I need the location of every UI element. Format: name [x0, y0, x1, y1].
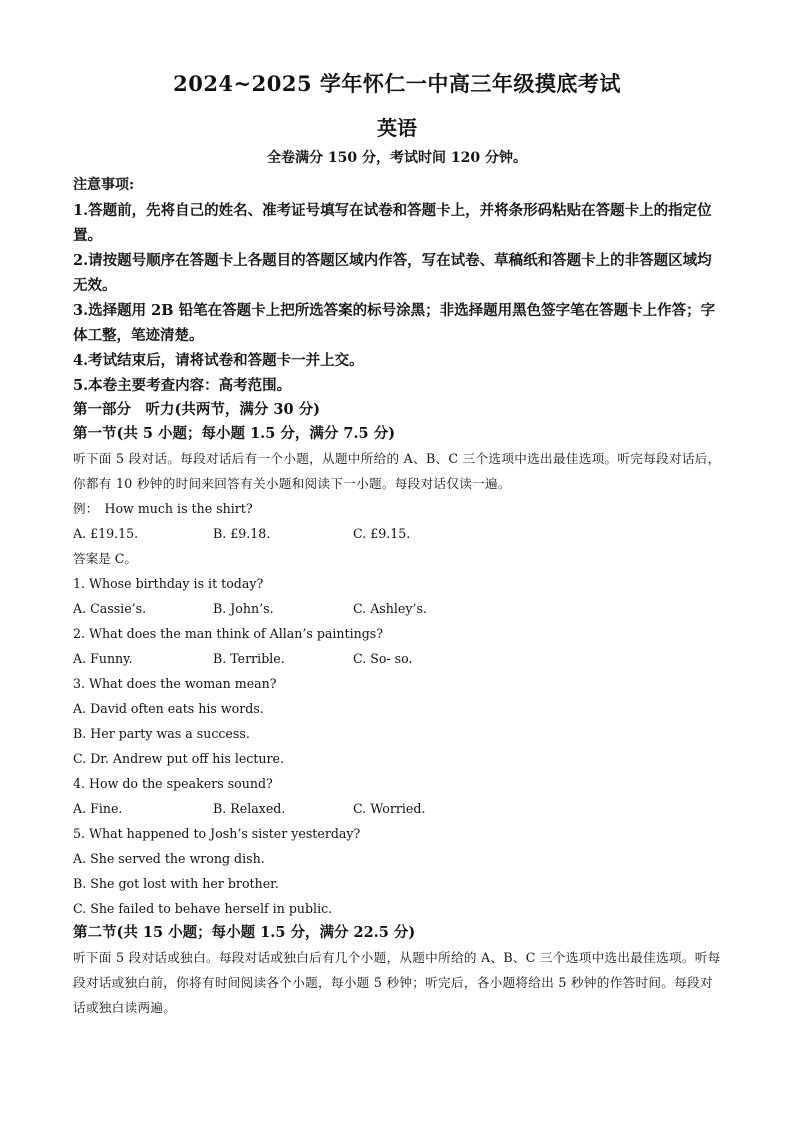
- option: B. Her party was a success.: [73, 726, 250, 741]
- option: B. £9.18.: [213, 526, 271, 541]
- option: C. Worried.: [353, 801, 426, 816]
- question-stem: 5. What happened to Josh’s sister yesterday?: [73, 826, 361, 841]
- question-options: [73, 596, 723, 621]
- subject-title: 英语: [377, 116, 417, 140]
- option: A. David often eats his words.: [73, 701, 264, 716]
- option: C. So- so.: [353, 651, 413, 666]
- note-item: 4.考试结束后，请将试卷和答题卡一并上交。: [73, 352, 364, 369]
- question-options: [73, 646, 723, 671]
- option: C. £9.15.: [353, 526, 411, 541]
- option: B. Relaxed.: [213, 801, 286, 816]
- section2-title: 第二节(共 15 小题；每小题 1.5 分，满分 22.5 分): [73, 924, 416, 941]
- score-info: 全卷满分 150 分，考试时间 120 分钟。: [267, 150, 527, 166]
- notes-heading: 注意事项:: [73, 177, 135, 193]
- option: A. £19.15.: [73, 526, 139, 541]
- note-item: 1.答题前，先将自己的姓名、准考证号填写在试卷和答题卡上，并将条形码粘贴在答题卡上的指定位置。: [73, 202, 712, 244]
- question-stem: 3. What does the woman mean?: [73, 676, 277, 691]
- section2-instructions: 听下面 5 段对话或独白。每段对话或独白后有几个小题，从题中所给的 A、B、C 三个选项中选出最佳选项。听每段对话或独白前，你将有时间阅读各个小题，每小题 5 秒钟；听完后，各小题将给出 5 秒钟的作答时间。每段对话或独白读两遍。: [73, 950, 721, 1015]
- part1-title: 第一部分 听力(共两节，满分 30 分): [73, 401, 320, 418]
- question-stem: 4. How do the speakers sound?: [73, 776, 273, 791]
- option: C. Dr. Andrew put off his lecture.: [73, 751, 285, 766]
- option: A. Fine.: [73, 801, 123, 816]
- exam-title: 2024~2025 学年怀仁一中高三年级摸底考试: [173, 71, 621, 96]
- section1-title: 第一节(共 5 小题；每小题 1.5 分，满分 7.5 分): [73, 425, 396, 442]
- note-item: 2.请按题号顺序在答题卡上各题目的答题区域内作答，写在试卷、草稿纸和答题卡上的非答题区域均无效。: [73, 252, 712, 294]
- option: C. Ashley’s.: [353, 601, 427, 616]
- option: C. She failed to behave herself in public.: [73, 901, 333, 916]
- question-stem: 2. What does the man think of Allan’s paintings?: [73, 626, 384, 641]
- example-question: 例： How much is the shirt?: [73, 501, 253, 516]
- option: A. Funny.: [73, 651, 133, 666]
- note-item: 5.本卷主要考查内容：高考范围。: [73, 377, 292, 394]
- question-stem: 1. Whose birthday is it today?: [73, 576, 264, 591]
- option: A. She served the wrong dish.: [73, 851, 265, 866]
- option: A. Cassie’s.: [73, 601, 147, 616]
- exam-body: [73, 170, 723, 1020]
- note-item: 3.选择题用 2B 铅笔在答题卡上把所选答案的标号涂黑；非选择题用黑色签字笔在答题卡上作答；字体工整，笔迹清楚。: [73, 302, 716, 344]
- example-options: [73, 521, 723, 546]
- example-answer: 答案是 C。: [73, 551, 138, 566]
- section1-instructions: 听下面 5 段对话。每段对话后有一个小题，从题中所给的 A、B、C 三个选项中选出最佳选项。听完每段对话后，你都有 10 秒钟的时间来回答有关小题和阅读下一小题。每段对话仅读一遍。: [73, 451, 721, 491]
- option: B. John’s.: [213, 601, 274, 616]
- option: B. Terrible.: [213, 651, 285, 666]
- question-options: [73, 796, 723, 821]
- option: B. She got lost with her brother.: [73, 876, 279, 891]
